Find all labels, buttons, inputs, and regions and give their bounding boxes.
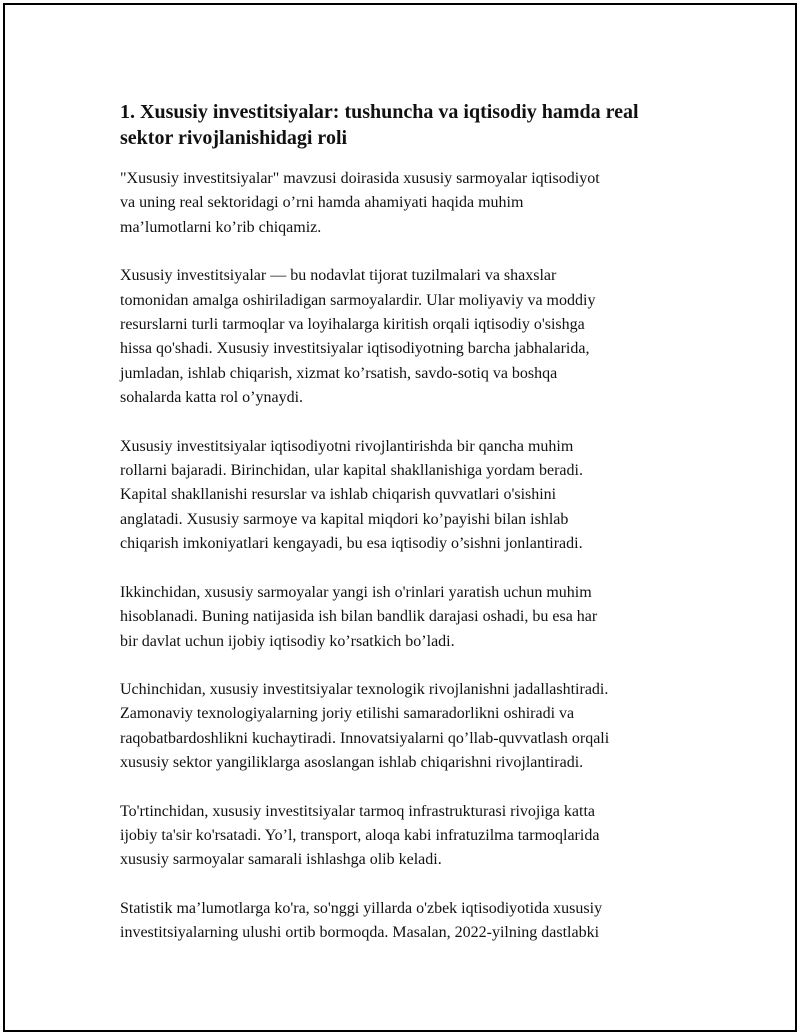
text-line: anglatadi. Xususiy sarmoye va kapital miqdori ko’payishi bilan ishlab [120,510,569,528]
text-line: sohalarda katta rol o’ynaydi. [120,389,304,407]
section-heading [120,99,690,151]
paragraph-intro [120,167,690,240]
heading-line: sektor rivojlanishidagi roli [120,127,348,149]
text-line: bir davlat uchun ijobiy iqtisodiy ko’rsatkich bo’ladi. [120,632,455,650]
text-line: Xususiy investitsiyalar — bu nodavlat tijorat tuzilmalari va shaxslar [120,267,557,285]
text-line: Xususiy investitsiyalar iqtisodiyotni rivojlantirishda bir qancha muhim [120,437,574,455]
text-line: hissa qo'shadi. Xususiy investitsiyalar iqtisodiyotning barcha jabhalarida, [120,340,590,358]
text-line: Zamonaviy texnologiyalarning joriy etilishi samaradorlikni oshiradi va [120,705,575,723]
text-line: jumladan, ishlab chiqarish, xizmat ko’rsatish, savdo-sotiq va boshqa [120,364,558,382]
text-line: xususiy sektor yangiliklarga asoslangan ishlab chiqarishni rivojlantiradi. [120,754,584,772]
paragraph-second-role [120,581,690,654]
text-line: hisoblanadi. Buning natijasida ish bilan bandlik darajasi oshadi, bu esa har [120,608,598,626]
text-line: rollarni bajaradi. Birinchidan, ular kapital shakllanishiga yordam beradi. [120,462,583,480]
text-line: raqobatbardoshlikni kuchaytiradi. Innovatsiyalarni qo’llab-quvvatlash orqali [120,729,610,747]
text-line: Kapital shakllanishi resurslar va ishlab chiqarish quvvatlari o'sishini [120,486,557,504]
paragraph-third-role [120,678,690,776]
paragraph-definition [120,264,690,410]
text-line: chiqarish imkoniyatlari kengayadi, bu esa iqtisodiy o’sishni jonlantiradi. [120,535,583,553]
text-line: va uning real sektoridagi o’rni hamda ahamiyati haqida muhim [120,194,524,212]
text-line: xususiy sarmoyalar samarali ishlashga olib keladi. [120,851,442,869]
text-line: "Xususiy investitsiyalar" mavzusi doirasida xususiy sarmoyalar iqtisodiyot [120,170,600,187]
heading-line: 1. Xususiy investitsiyalar: tushuncha va iqtisodiy hamda real [120,101,639,123]
text-line: Ikkinchidan, xususiy sarmoyalar yangi ish o'rinlari yaratish uchun muhim [120,583,592,601]
text-line: Statistik ma’lumotlarga ko'ra, so'nggi yillarda o'zbek iqtisodiyotida xususiy [120,899,603,917]
paragraph-statistics [120,897,690,946]
text-line: investitsiyalarning ulushi ortib bormoqda. Masalan, 2022-yilning dastlabki [120,924,600,942]
text-line: ma’lumotlarni ko’rib chiqamiz. [120,218,322,236]
text-line: To'rtinchidan, xususiy investitsiyalar tarmoq infrastrukturasi rivojiga katta [120,802,595,820]
text-line: ijobiy ta'sir ko'rsatadi. Yo’l, transport, aloqa kabi infratuzilma tarmoqlarida [120,826,600,844]
paragraph-first-role [120,435,690,557]
text-line: tomonidan amalga oshiriladigan sarmoyalardir. Ular moliyaviy va moddiy [120,291,596,309]
document-page [3,3,797,1032]
paragraph-fourth-role [120,800,690,873]
text-line: Uchinchidan, xususiy investitsiyalar texnologik rivojlanishni jadallashtiradi. [120,680,609,698]
document-body [120,99,690,970]
text-line: resurslarni turli tarmoqlar va loyihalarga kiritish orqali iqtisodiy o'sishga [120,316,585,334]
